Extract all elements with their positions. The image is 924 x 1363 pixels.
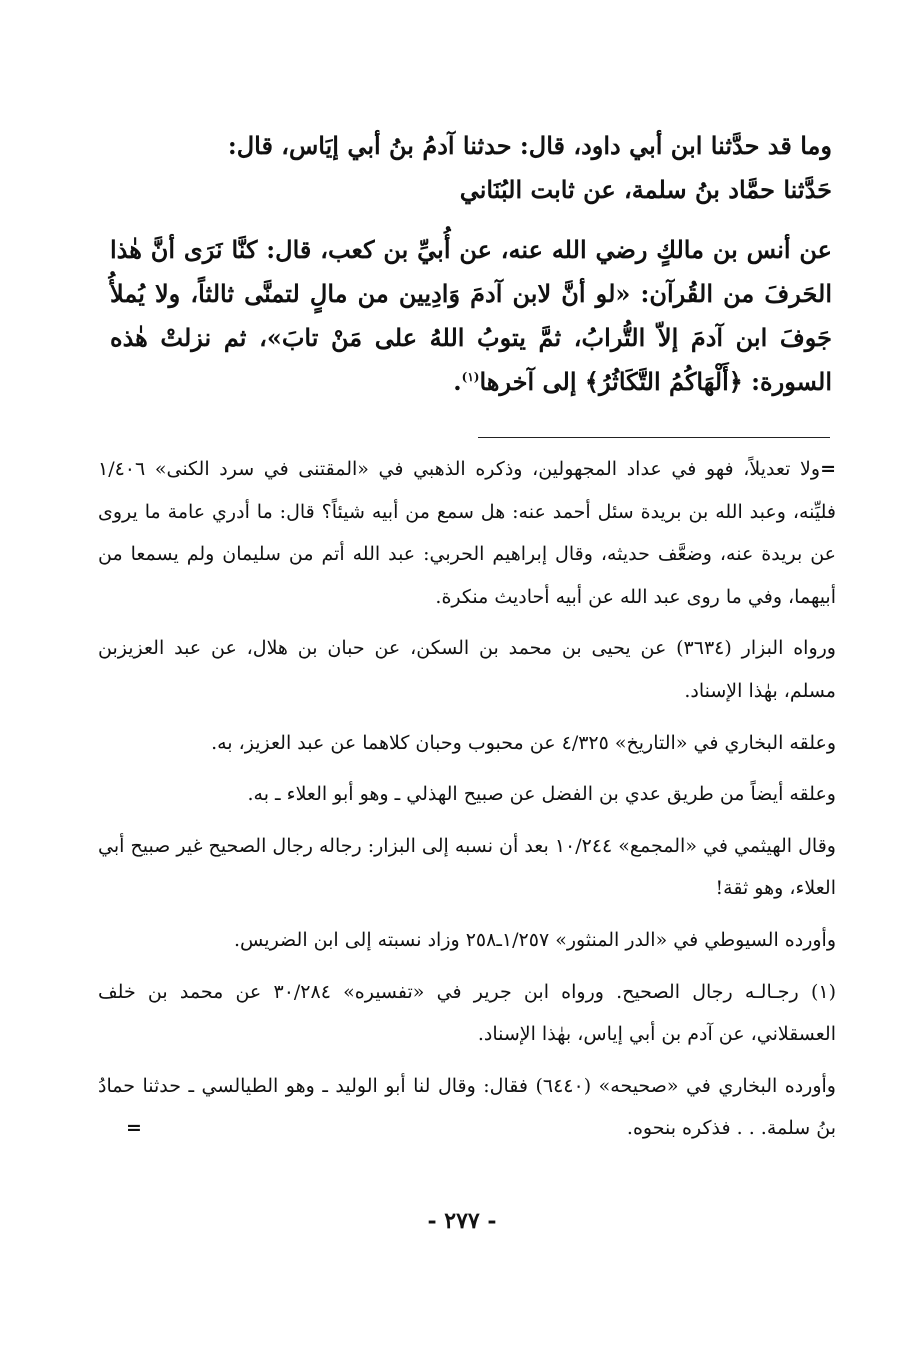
footnote-continuation — [98, 448, 836, 618]
main-para-2-text: عن أنس بن مالكٍ رضي الله عنه، عن أُبيِّ بن كعب، قال: كنَّا نَرَى أنَّ هٰذا الحَرفَ من القُرآن: «لو أنَّ لابن آدمَ وَادِيين من مالٍ لتمنَّى ثالثاً، ولا يُملأُ جَوفَ ابن آدمَ إلاّ التُّرابُ، ثمَّ يتوبُ اللهُ على مَنْ تابَ»، ثم نزلتْ هٰذه السورة: ﴿أَلْهَاكُمُ التَّكَاثُرُ﴾ إلى آخرها — [110, 235, 832, 396]
end-mark: = — [126, 1117, 142, 1140]
footnote-bukhari-sahih — [98, 1065, 836, 1150]
main-para-1-line-1: وما قد حدَّثنا ابن أبي داود، قال: حدثنا آدمُ بنُ أبي إيَاس، قال: — [227, 131, 832, 160]
footnotes — [98, 448, 836, 1150]
main-text — [110, 124, 832, 404]
footnote-separator — [478, 437, 830, 438]
footnote-adi: وعلقه أيضاً من طريق عدي بن الفضل عن صبيح الهذلي ـ وهو أبو العلاء ـ به. — [247, 783, 836, 806]
footnote-bazzar: ورواه البزار (٣٦٣٤) عن يحيى بن محمد بن السكن، عن حبان بن هلال، عن عبد العزيزبن مسلم، بهٰذا الإسناد. — [98, 637, 836, 702]
continuation-mark: = — [820, 458, 836, 480]
footnote-bukhari-sahih-text: وأورده البخاري في «صحيحه» (٦٤٤٠) فقال: وقال لنا أبو الوليد ـ وهو الطيالسي ـ حدثنا حمادُ بنُ سلمة. . . فذكره بنحوه. — [98, 1074, 836, 1140]
footnote-haythami: وقال الهيثمي في «المجمع» ١٠/٢٤٤ بعد أن نسبه إلى البزار: رجاله رجال الصحيح غير صبيح أبي العلاء، وهو ثقة! — [98, 834, 836, 900]
footnote-bukhari-tarikh: وعلقه البخاري في «التاريخ» ٤/٣٢٥ عن محبوب وحبان كلاهما عن عبد العزيز، به. — [211, 731, 836, 754]
page-number: - ٢٧٧ - — [427, 1208, 497, 1234]
main-para-2: عن أنس بن مالكٍ رضي الله عنه، عن أُبيِّ بن كعب، قال: كنَّا نَرَى أنَّ هٰذا الحَرفَ من القُرآن: «لو أنَّ لابن آدمَ وَادِيين من مالٍ لتمنَّى ثالثاً، ولا يُملأُ جَوفَ ابن آدمَ إلاّ التُّرابُ، ثمَّ يتوبُ اللهُ على مَنْ تابَ»، ثم نزلتْ هٰذه السورة: ﴿أَلْهَاكُمُ التَّكَاثُرُ﴾ إلى آخرها$^{(١)}$. — [110, 235, 832, 396]
footnote-reference: (١) — [461, 370, 480, 384]
footnote-continuation-text: ولا تعديلاً، فهو في عداد المجهولين، وذكره الذهبي في «المقتنى في سرد الكنى» ١/٤٠٦ فليِّنه، وعبد الله بن بريدة سئل أحمد عنه: هل سمع من أبيه شيئاً؟ قال: ما أدري عامة ما يروى عن بريدة عنه، وضعَّف حديثه، وقال إبراهيم الحربي: عبد الله أتم من سليمان ولم يسمعا من أبيهما، وفي ما روى عبد الله عن أبيه أحاديث منكرة. — [98, 458, 836, 608]
footnote-1: (١) رجـالـه رجال الصحيح. ورواه ابن جرير في «تفسيره» ٣٠/٢٨٤ عن محمد بن خلف العسقلاني، عن آدم بن أبي إياس، بهٰذا الإسناد. — [98, 980, 836, 1046]
footnote-suyuti: وأورده السيوطي في «الدر المنثور» ١/٢٥٧ـ٢٥٨ وزاد نسبته إلى ابن الضريس. — [234, 928, 836, 951]
main-para-1-line-2: حَدَّثنا حمَّاد بنُ سلمة، عن ثابت البُنَاني — [459, 175, 832, 204]
